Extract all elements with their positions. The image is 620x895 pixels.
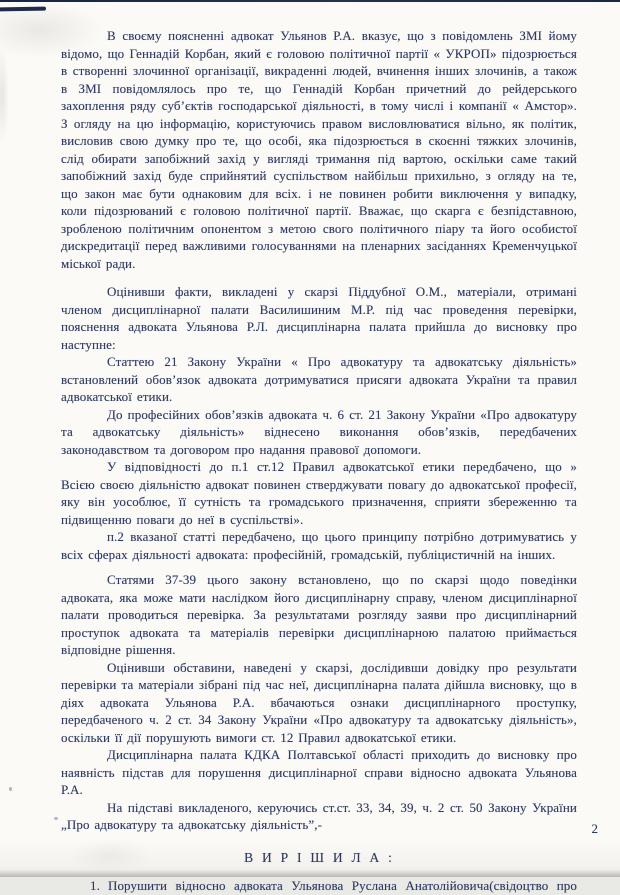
decision-heading: В И Р І Ш И Л А : [244, 849, 394, 865]
paragraph-ethics-rule-12-point1: У відповідності до п.1 ст.12 Правил адвокатської етики передбачено, що » Всією своєю діяльністю адвокат повинен стверджувати повагу до адвокатської професії, яку він уособлює, її сутність та громадського призначення, сприяти збереженню та підвищенню поваги до неї в суспільстві». [61, 459, 577, 527]
document-body [61, 27, 577, 895]
paragraph-legal-basis: На підставі викладеного, керуючись ст.ст. 33, 34, 39, ч. 2 ст. 50 Закону України „Про адвокатуру та адвокатську діяльність”,- [61, 799, 577, 832]
list-item-text: Порушити відносно адвоката Ульянова Руслана Анатолійовича(свідоцтво про [107, 878, 577, 893]
scan-edge-artifact-corner [0, 7, 46, 12]
paragraph-chamber-conclusion: Дисциплінарна палата КДКА Полтавської області приходить до висновку про наявність підстав для порушення дисциплінарної справи відносно адвоката Ульянова Р.А. [61, 747, 577, 797]
scan-edge-artifact-bottom [0, 870, 620, 877]
paragraph-findings-misconduct: Оцінивши обставини, наведені у скарзі, дослідивши довідку про результати перевірки та матеріали зібрані під час неї, дисциплінарна палата дійшла висновку, що в діях адвоката Ульянова Р.А. вбачаються ознаки дисциплінарного проступку, передбаченого ч. 2 ст. 34 Закону України «Про адвокатуру та адвокатську діяльність», оскільки її дії порушують вимоги ст. 12 Правил адвокатської етики. [61, 659, 577, 745]
paragraph-professional-duties: До професійних обов’язків адвоката ч. 6 ст. 21 Закону України «Про адвокатуру та адвокатську діяльність» віднесено виконання обов’язків, передбачених законодавством та договором про надання правової допомоги. [61, 406, 577, 457]
paragraph-ethics-rule-12-point2: п.2 вказаної статті передбачено, що цього принципу потрібно дотримуватись у всіх сферах діяльності адвоката: професійній, громадській, публіцистичній на інших. [61, 529, 577, 562]
paragraph-facts-assessment: Оцінивши факти, викладені у скарзі Піддубної О.М., матеріали, отримані членом дисциплінарної палати Василишиним М.Р. під час проведення перевірки, пояснення адвоката Ульянова Р.Л. дисциплінарна палата прийшла до висновку про наступне: [61, 284, 577, 352]
page-number: 2 [591, 821, 598, 836]
paragraph-lawyer-explanation: В своєму поясненні адвокат Ульянов Р.А. вказує, що з повідомлень ЗМІ йому відомо, що Геннадій Корбан, який є головою політичної партії « УКРОП» підозрюється в створенні злочинної організації, викраденні людей, вчинення інших злочинів, а також в ЗМІ повідомлялось про те, що Геннадій Корбан причетний до рейдерського захоплення ряду суб’єктів господарської діяльності, в тому числі і компанії « Амстор». З огляду на цю інформацію, користуючись правом висловлюватися вільно, як політик, висловив свою думку про те, що особі, яка підозрюється в скоєнні тяжких злочинів, слід обирати запобіжний захід у вигляді тримання під вартою, оскільки саме такий запобіжний захід буде сприйнятий суспільством найбільш прихильно, з огляду на те, що закон має бути однаковим для всіх. і не повинен робити виключення у випадку, коли підозрюваний є головою політичної партії. Вважає, що скарга є безпідставною, зробленою політичним опонентом з метою свого політичного піару та його особистої дискредитації перед важливими голосуваннями на пленарних засіданнях Кременчуцької міської ради. [61, 28, 577, 271]
scan-edge-artifact-top [0, 0, 620, 2]
paragraph-articles-37-39-procedure: Статями 37-39 цього закону встановлено, що по скарзі щодо поведінки адвоката, яка може мати наслідком його дисциплінарну справу, членом дисциплінарної палати проводиться перевірка. За результатами розгляду заяви про дисциплінарний проступок адвоката та матеріалів перевірки дисциплінарною палатою приймається відповідне рішення. [61, 572, 577, 657]
resolution-item [61, 877, 577, 895]
list-marker: 1. [90, 878, 100, 893]
paragraph-article-21-duty: Статтею 21 Закону України « Про адвокатуру та адвокатську діяльність» встановлений обов’язок адвоката дотримуватися присяги адвоката України та правил адвокатської етики. [61, 354, 577, 404]
scan-speck [54, 817, 58, 820]
scan-speck [9, 787, 12, 791]
